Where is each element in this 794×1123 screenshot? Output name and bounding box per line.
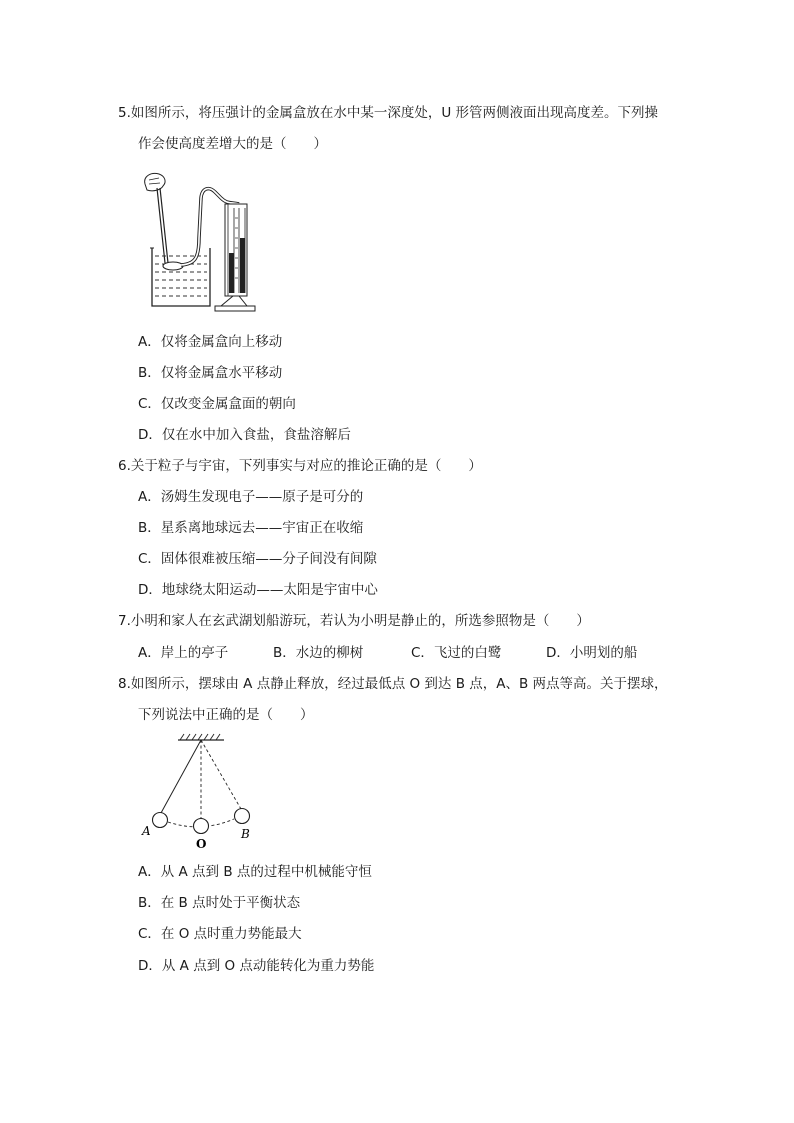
question-5-option-b: B．仅将金属盒水平移动 bbox=[138, 365, 283, 381]
ball-a bbox=[153, 813, 168, 828]
question-6-line-1: 6.关于粒子与宇宙，下列事实与对应的推论正确的是（ ） bbox=[118, 458, 482, 474]
label-o: O bbox=[196, 837, 207, 851]
question-7-option-a: A．岸上的亭子 bbox=[138, 645, 229, 661]
question-7-option-d: D．小明划的船 bbox=[546, 645, 638, 661]
ceiling-hatching bbox=[180, 734, 220, 740]
string-to-a bbox=[161, 740, 201, 813]
question-5-line-2: 作会使高度差增大的是（ ） bbox=[138, 136, 327, 152]
question-6-option-c: C．固体很难被压缩——分子间没有间隙 bbox=[138, 551, 377, 567]
question-7-options-row bbox=[138, 644, 658, 662]
question-8-line-2: 下列说法中正确的是（ ） bbox=[138, 707, 314, 723]
right-liquid-column bbox=[240, 238, 245, 293]
question-8-option-b: B．在 B 点时处于平衡状态 bbox=[138, 895, 301, 911]
question-6-option-b: B．星系离地球远去——宇宙正在收缩 bbox=[138, 520, 364, 536]
question-5-option-d: D．仅在水中加入食盐，食盐溶解后 bbox=[138, 427, 351, 443]
question-7-option-b: B．水边的柳树 bbox=[273, 645, 364, 661]
question-8-option-a: A．从 A 点到 B 点的过程中机械能守恒 bbox=[138, 864, 372, 880]
label-b: B bbox=[241, 827, 250, 841]
gauge-stand bbox=[221, 296, 247, 306]
question-5-option-c: C．仅改变金属盒面的朝向 bbox=[138, 396, 296, 412]
beaker bbox=[152, 248, 210, 306]
ball-b bbox=[235, 809, 250, 824]
question-8-option-c: C．在 O 点时重力势能最大 bbox=[138, 926, 302, 942]
left-liquid-column bbox=[229, 253, 234, 293]
string-to-b bbox=[201, 740, 241, 809]
question-5-line-1: 5.如图所示，将压强计的金属盒放在水中某一深度处，U 形管两侧液面出现高度差。下列操 bbox=[118, 105, 659, 121]
question-5-option-a: A．仅将金属盒向上移动 bbox=[138, 334, 283, 350]
question-8-option-d: D．从 A 点到 O 点动能转化为重力势能 bbox=[138, 958, 375, 974]
pressure-gauge-figure bbox=[135, 168, 265, 313]
question-7-option-c: C．飞过的白鹭 bbox=[411, 645, 502, 661]
ball-o bbox=[194, 819, 209, 834]
question-6-option-d: D．地球绕太阳运动——太阳是宇宙中心 bbox=[138, 582, 378, 598]
hand-illustration bbox=[145, 173, 165, 190]
water-lines bbox=[155, 256, 207, 296]
question-6-option-a: A．汤姆生发现电子——原子是可分的 bbox=[138, 489, 364, 505]
metal-box bbox=[163, 262, 183, 270]
label-a: A bbox=[142, 824, 151, 838]
question-7-line-1: 7.小明和家人在玄武湖划船游玩，若认为小明是静止的，所选参照物是（ ） bbox=[118, 613, 590, 629]
question-8-line-1: 8.如图所示，摆球由 A 点静止释放，经过最低点 O 到达 B 点，A、B 两点等高。关于摆球， bbox=[118, 676, 668, 692]
pendulum-figure bbox=[138, 733, 268, 855]
